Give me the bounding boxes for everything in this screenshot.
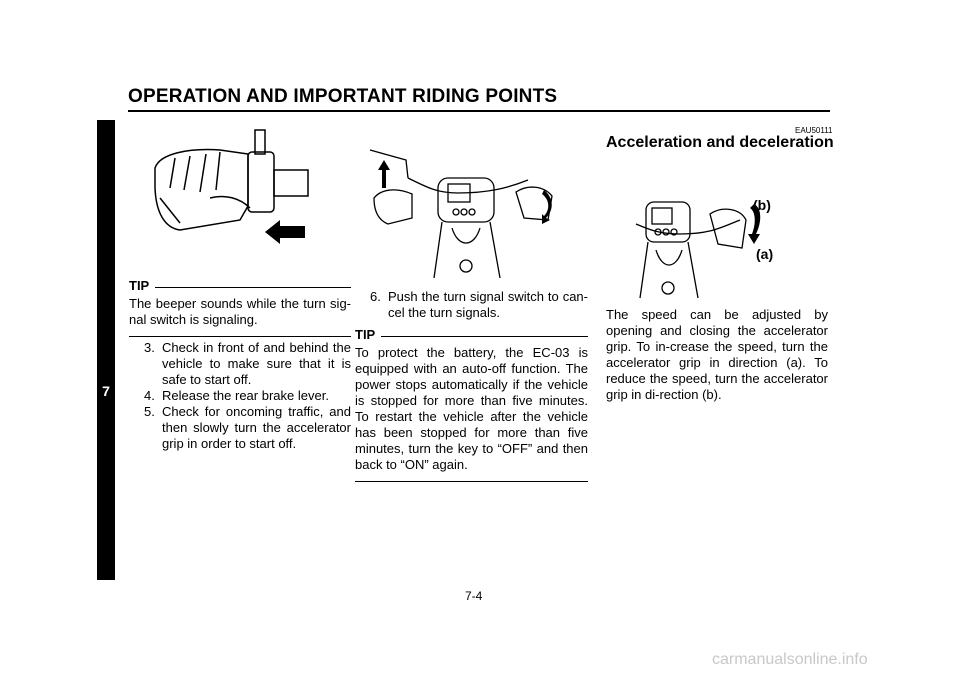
- step-4: 4. Release the rear brake lever.: [144, 388, 329, 403]
- tip-heading-2: [355, 327, 588, 343]
- label-b: (b): [753, 197, 771, 213]
- page-number: 7-4: [465, 589, 483, 603]
- tip-end-rule: [129, 336, 351, 337]
- chapter-number: 7: [102, 383, 110, 399]
- tip-end-rule-2: [355, 481, 588, 482]
- tip-heading: [129, 278, 351, 294]
- turn-signal-switch-illustration: [150, 128, 310, 258]
- step-3: 3. Check in front of and behind the vehicle to make sure that it is safe to start off.: [144, 340, 351, 387]
- chapter-tab: [97, 120, 115, 580]
- tip-text-2: To protect the battery, the EC-03 is equipped with an auto-off function. The power stops automatically if the vehicle is stopped for more than five minutes. To restart the vehicle after the vehicle has been stopped for more than five minutes, turn the key to “OFF” and then back to “ON” again.: [355, 345, 588, 472]
- handlebar-cancel-illustration: [368, 148, 564, 284]
- watermark: carmanualsonline.info: [712, 651, 868, 668]
- column-2: [355, 289, 588, 482]
- column-1: [129, 278, 351, 452]
- step-5: 5. Check for oncoming traffic, and then slowly turn the accelerator grip in order to start off.: [144, 404, 351, 451]
- tip-label-2: TIP: [355, 327, 376, 342]
- step-6: 6. Push the turn signal switch to can-cel the turn signals.: [370, 289, 588, 320]
- section-title: Acceleration and deceleration: [606, 134, 834, 151]
- tip-text: The beeper sounds while the turn sig-nal switch is signaling.: [129, 296, 351, 327]
- column-3-body: [606, 305, 828, 403]
- page-header-title: OPERATION AND IMPORTANT RIDING POINTS: [128, 86, 558, 107]
- tip-label: TIP: [129, 278, 150, 293]
- document-code: EAU50111: [795, 126, 833, 135]
- label-a: (a): [756, 246, 774, 262]
- header-rule: [128, 110, 830, 112]
- acceleration-text: The speed can be adjusted by opening and closing the accelerator grip. To in-crease the speed, turn the accelerator grip in direction (a). To reduce the speed, turn the accelerator grip in di-rection (b).: [606, 307, 828, 402]
